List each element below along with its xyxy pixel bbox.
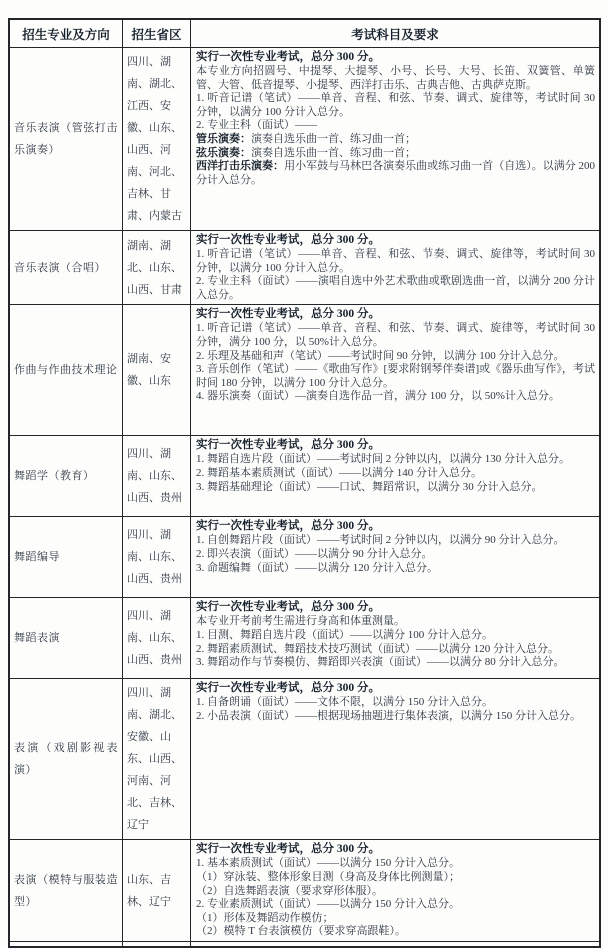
requirement-line: 1. 听音记谱（笔试）——单音、音程、和弦、节奏、调式、旋律等，考试时间 30 分钟，以满分 100 分计入总分。: [196, 248, 595, 274]
major-cell: [10, 679, 122, 839]
major-label: 舞蹈编导: [14, 551, 60, 564]
requirement-line: 2. 乐理及基础和声（笔试）——考试时间 90 分钟，以满分 100 分计入总分。: [196, 349, 565, 362]
next-row-partial: [10, 941, 599, 946]
requirement-line: 实行一次性专业考试，总分 300 分。: [196, 682, 380, 695]
major-cell: [10, 48, 122, 230]
requirement-line: 1. 目测、舞蹈自选片段（面试）——以满分 100 分计入总分。: [196, 628, 493, 641]
requirements-cell: [190, 517, 599, 597]
requirement-line: 2. 专业主科（面试）——: [196, 119, 317, 132]
provinces-cell: [122, 517, 190, 597]
table-header-row: [10, 20, 599, 47]
requirement-line: 实行一次性专业考试，总分 300 分。: [196, 234, 380, 246]
provinces-label: 四川、湖南、山东、山西、贵州: [127, 448, 182, 505]
requirement-line: 2. 即兴表演（面试）——以满分 90 分计入总分。: [196, 547, 433, 560]
requirement-line: （1）穿泳装、整体形象目测（身高及身体比例测量）；: [196, 870, 460, 883]
requirement-line: 2. 专业素质测试（面试）——以满分 150 分计入总分。: [196, 898, 460, 911]
requirement-line: 2. 小品表演（面试）——根据现场抽题进行集体表演，以满分 150 分计入总分。: [196, 709, 581, 722]
table-row: [10, 839, 599, 941]
requirement-line: 1. 自创舞蹈片段（面试）——考试时间 2 分钟以内，以满分 90 分计入总分。: [196, 534, 565, 547]
provinces-cell: [122, 598, 190, 678]
requirement-line: 实行一次性专业考试，总分 300 分。: [196, 843, 380, 856]
requirements-cell: [190, 840, 599, 941]
requirement-line: 西洋打击乐演奏：用小军鼓与马林巴各演奏乐曲或练习曲一首（自选）。以满分 200 分计入总分。: [196, 160, 596, 186]
requirement-line: 3. 音乐创作（笔试）——《歌曲写作》[要求附钢琴伴奏谱]或《器乐曲写作》，考试时间 180 分钟，以满分 100 分计入总分。: [196, 363, 595, 389]
table-row: [10, 304, 599, 435]
requirement-line: 3. 命题编舞（面试）——以满分 120 分计入总分。: [196, 561, 438, 574]
provinces-cell: [122, 231, 190, 304]
requirement-line: 3. 舞蹈动作与节奏模仿、舞蹈即兴表演（面试）——以满分 80 分计入总分。: [196, 656, 565, 669]
provinces-label: 四川、湖南、湖北、江西、安徽、山东、山西、河南、河北、吉林、甘肃、内蒙古: [127, 56, 182, 222]
requirements-cell: [190, 48, 599, 230]
provinces-label: 四川、湖南、湖北、安徽、山东、山西、河南、河北、吉林、辽宁: [127, 687, 182, 832]
major-cell: [10, 942, 122, 946]
major-label: 作曲与作曲技术理论: [14, 364, 118, 377]
requirement-line: 1. 听音记谱（笔试）——单音、音程、和弦、节奏、调式、旋律等，考试时间 30 分钟，满分 100 分，以 50%计入总分。: [196, 322, 595, 348]
exam-requirements-table: [8, 18, 601, 948]
table-row: [10, 597, 599, 678]
requirement-line: （2）自选舞蹈表演（要求穿形体服）。: [196, 884, 383, 897]
major-cell: [10, 436, 122, 516]
requirement-line: 本专业开考前考生需进行身高和体重测量。: [196, 615, 405, 628]
requirement-line: 弦乐演奏：演奏自选乐曲一首、练习曲一首；: [196, 146, 416, 159]
major-label: 舞蹈表演: [14, 632, 60, 645]
provinces-label: 山东、吉林、辽宁: [127, 873, 171, 908]
provinces-cell: [122, 840, 190, 941]
requirement-line: 1. 听音记谱（笔试）——单音、音程、和弦、节奏、调式、旋律等，考试时间 30 分钟，以满分 100 分计入总分。: [196, 92, 595, 118]
requirement-line: 管乐演奏：演奏自选乐曲一首、练习曲一首；: [196, 132, 416, 145]
requirement-line: 实行一次性专业考试，总分 300 分。: [196, 51, 380, 63]
major-label: 舞蹈学（教育）: [14, 470, 95, 483]
requirement-line: 4. 器乐演奏（面试）—演奏自选作品一首，满分 100 分，以 50%计入总分。: [196, 390, 560, 403]
provinces-label: 湖南、安徽、山东: [127, 353, 171, 388]
requirement-line: 实行一次性专业考试，总分 300 分。: [196, 439, 380, 452]
requirement-line: 实行一次性专业考试，总分 300 分。: [196, 520, 380, 533]
requirement-line: 实行一次性专业考试，总分 300 分。: [196, 308, 380, 321]
requirements-cell: [190, 598, 599, 678]
requirement-line: 3. 舞蹈基础理论（面试）——口试、舞蹈常识，以满分 30 分计入总分。: [196, 480, 543, 493]
table-row: [10, 230, 599, 304]
requirements-cell: [190, 305, 599, 435]
requirement-line: 2. 舞蹈素质测试、舞蹈技术技巧测试（面试）——以满分 120 分计入总分。: [196, 642, 559, 655]
requirement-line: 实行一次性专业考试，总分 300 分。: [196, 601, 380, 614]
requirements-cell: [190, 942, 599, 946]
requirements-cell: [190, 231, 599, 304]
requirement-line: 1. 基本素质测试（面试）——以满分 150 分计入总分。: [196, 857, 460, 870]
provinces-cell: [122, 436, 190, 516]
table-row: [10, 47, 599, 230]
requirements-cell: [190, 436, 599, 516]
requirement-line: 2. 专业主科（面试）——演唱自选中外艺术歌曲或歌剧选曲一首，以满分 200 分计入总分。: [196, 275, 595, 301]
provinces-label: 四川、湖南、山东、山西、贵州: [127, 610, 182, 667]
requirement-line: （1）形体及舞蹈动作模仿；: [196, 911, 334, 924]
major-cell: [10, 517, 122, 597]
provinces-cell: [122, 305, 190, 435]
provinces-label: 湖南、湖北、山东、山西、甘肃: [127, 239, 182, 296]
header-provinces-column: 招生省区: [122, 20, 190, 47]
provinces-cell: [122, 942, 190, 946]
provinces-cell: [122, 48, 190, 230]
provinces-cell: [122, 679, 190, 839]
requirement-term: 西洋打击乐演奏：: [196, 160, 285, 173]
major-label: 音乐表演（合唱）: [14, 261, 106, 274]
major-cell: [10, 305, 122, 435]
major-label: 表演（戏剧影视表演）: [14, 742, 118, 777]
table-row: [10, 516, 599, 597]
major-cell: [10, 598, 122, 678]
header-requirements-column: 考试科目及要求: [190, 20, 599, 47]
requirement-term: 弦乐演奏：: [196, 146, 251, 159]
provinces-label: 四川、湖南、山东、山西、贵州: [127, 529, 182, 586]
major-cell: [10, 231, 122, 304]
requirement-line: 2. 舞蹈基本素质测试（面试）——以满分 140 分计入总分。: [196, 466, 482, 479]
requirement-term: 管乐演奏：: [196, 132, 251, 145]
requirement-line: （2）模特 T 台表演模仿（要求穿高跟鞋）。: [196, 925, 407, 938]
major-label: 表演（模特与服装造型）: [14, 873, 118, 908]
major-cell: [10, 840, 122, 941]
requirements-cell: [190, 679, 599, 839]
requirement-line: 本专业方向招圆号、中提琴、大提琴、小号、长号、大号、长笛、双簧管、单簧管、大管、低音提琴、小提琴、西洋打击乐、古典吉他、古典萨克斯。: [196, 65, 595, 91]
header-major-column: 招生专业及方向: [22, 27, 110, 42]
requirement-line: 1. 自备朗诵（面试）——文体不限，以满分 150 分计入总分。: [196, 696, 493, 709]
table-row: [10, 678, 599, 839]
major-label: 音乐表演（管弦打击乐演奏）: [14, 122, 118, 156]
requirement-line: 1. 舞蹈自选片段（面试）——考试时间 2 分钟以内，以满分 130 分计入总分。: [196, 453, 570, 466]
table-row: [10, 435, 599, 516]
